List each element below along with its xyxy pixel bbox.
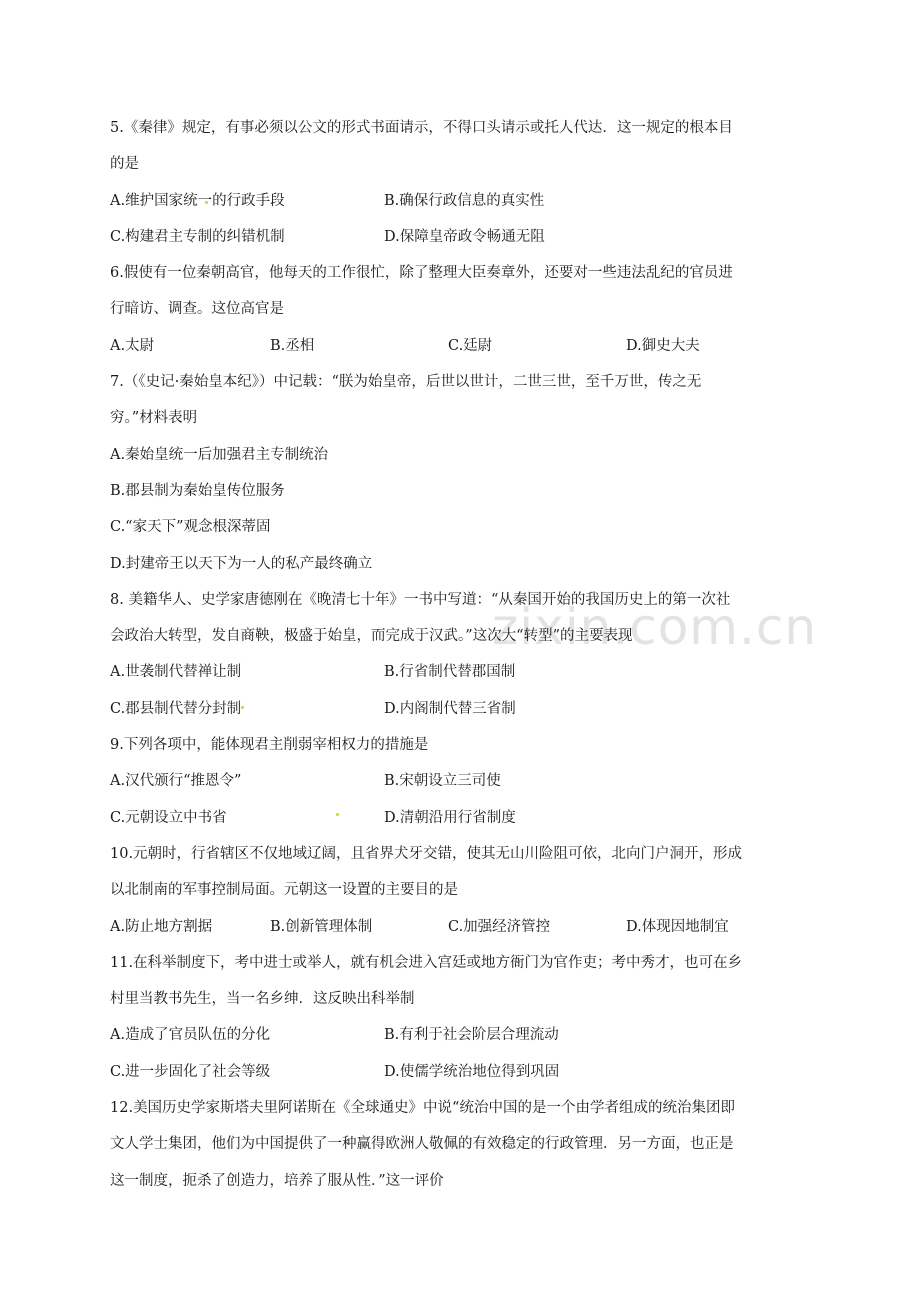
question-stem-line: 穷。”材料表明 xyxy=(110,410,198,427)
option-row xyxy=(110,695,822,731)
question xyxy=(110,114,822,259)
answer-option: B.有利于社会阶层合理流动 xyxy=(384,1027,559,1044)
option-row xyxy=(110,913,822,949)
option-row xyxy=(110,187,822,223)
answer-option: A.防止地方割据 xyxy=(110,918,213,935)
answer-option: C.构建君主专制的纠错机制 xyxy=(110,228,285,245)
question-stem-line: 会政治大转型，发自商鞅，极盛于始皇，而完成于汉武。”这次大“转型”的主要表现 xyxy=(110,628,633,645)
question-stem-line: 12.美国历史学家斯塔夫里阿诺斯在《全球通史》中说“统治中国的是一个由学者组成的统治集团即 xyxy=(110,1100,735,1117)
question-stem-line: 文人学士集团，他们为中国提供了一种赢得欧洲人敬佩的有效稳定的行政管理．另一方面，也正是 xyxy=(110,1136,734,1153)
question xyxy=(110,368,822,586)
question-stem-line: 的是 xyxy=(110,156,139,173)
answer-option: A.维护国家统一的行政手段 xyxy=(110,192,285,209)
answer-option: C.郡县制代替分封制 xyxy=(110,700,242,717)
option-row xyxy=(110,767,822,803)
watermark: zixin.com.cn xyxy=(492,598,818,656)
question-stem-line: 9.下列各项中，能体现君主削弱宰相权力的措施是 xyxy=(110,737,429,754)
answer-option: B.确保行政信息的真实性 xyxy=(384,192,545,209)
answer-option: D.内阁制代替三省制 xyxy=(384,700,516,717)
answer-option: C.“家天下”观念根深蒂固 xyxy=(110,519,271,536)
answer-option: B.郡县制为秦始皇传位服务 xyxy=(110,482,285,499)
question xyxy=(110,259,822,368)
option-row xyxy=(110,658,822,694)
answer-option: C.进一步固化了社会等级 xyxy=(110,1063,271,1080)
answer-option: A.秦始皇统一后加强君主专制统治 xyxy=(110,446,329,463)
answer-option: D.保障皇帝政令畅通无阻 xyxy=(384,228,545,245)
option-row xyxy=(110,1058,822,1094)
option-row xyxy=(110,513,822,549)
question-stem-line: 以北制南的军事控制局面。元朝这一设置的主要目的是 xyxy=(110,882,458,899)
option-row xyxy=(110,223,822,259)
question xyxy=(110,949,822,1094)
answer-option: B.创新管理体制 xyxy=(270,918,373,935)
answer-option: A.太尉 xyxy=(110,337,155,354)
question xyxy=(110,1094,822,1203)
question-stem-line: 村里当教书先生，当一名乡绅．这反映出科举制 xyxy=(110,991,415,1008)
option-row xyxy=(110,477,822,513)
question-stem-line: 11.在科举制度下，考中进士或举人，就有机会进入宫廷或地方衙门为官作吏；考中秀才，也可在乡 xyxy=(110,954,743,971)
question-stem-line: 行暗访、调查。这位高官是 xyxy=(110,301,284,318)
answer-option: B.宋朝设立三司使 xyxy=(384,773,501,790)
option-row xyxy=(110,441,822,477)
question xyxy=(110,840,822,949)
question xyxy=(110,586,822,731)
answer-option: A.汉代颁行“推恩令” xyxy=(110,773,242,790)
option-row xyxy=(110,332,822,368)
question xyxy=(110,731,822,840)
option-row xyxy=(110,550,822,586)
answer-option: B.丞相 xyxy=(270,337,315,354)
answer-option: D.清朝沿用行省制度 xyxy=(384,809,516,826)
answer-option: B.行省制代替郡国制 xyxy=(384,664,516,681)
answer-option: D.御史大夫 xyxy=(626,337,700,354)
question-stem-line: 这一制度，扼杀了创造力，培养了服从性．”这一评价 xyxy=(110,1172,444,1189)
question-stem-line: 10.元朝时，行省辖区不仅地域辽阔，且省界犬牙交错，使其无山川险阻可依，北向门户洞开，形成 xyxy=(110,845,743,862)
answer-option: C.廷尉 xyxy=(448,337,493,354)
answer-option: C.加强经济管控 xyxy=(448,918,551,935)
option-row xyxy=(110,1021,822,1057)
question-stem-line: 7.（《史记·秦始皇本纪》）中记载：“朕为始皇帝，后世以世计，二世三世，至千万世，传之无 xyxy=(110,374,702,391)
answer-option: D.体现因地制宜 xyxy=(626,918,729,935)
question-list xyxy=(110,114,822,1203)
question-stem-line: 8. 美籍华人、史学家唐德刚在《晚清七十年》一书中写道：“从秦国开始的我国历史上的第一次社 xyxy=(110,591,731,608)
answer-option: A.世袭制代替禅让制 xyxy=(110,664,242,681)
answer-option: D.使儒学统治地位得到巩固 xyxy=(384,1063,560,1080)
option-row xyxy=(110,804,822,840)
answer-option: C.元朝设立中书省 xyxy=(110,809,227,826)
question-stem-line: 5.《秦律》规定，有事必须以公文的形式书面请示，不得口头请示或托人代达．这一规定的根本目 xyxy=(110,120,733,136)
question-stem-line: 6.假使有一位秦朝高官，他每天的工作很忙，除了整理大臣奏章外，还要对一些违法乱纪的官员进 xyxy=(110,265,733,282)
answer-option: D.封建帝王以天下为一人的私产最终确立 xyxy=(110,555,373,572)
answer-option: A.造成了官员队伍的分化 xyxy=(110,1027,271,1044)
